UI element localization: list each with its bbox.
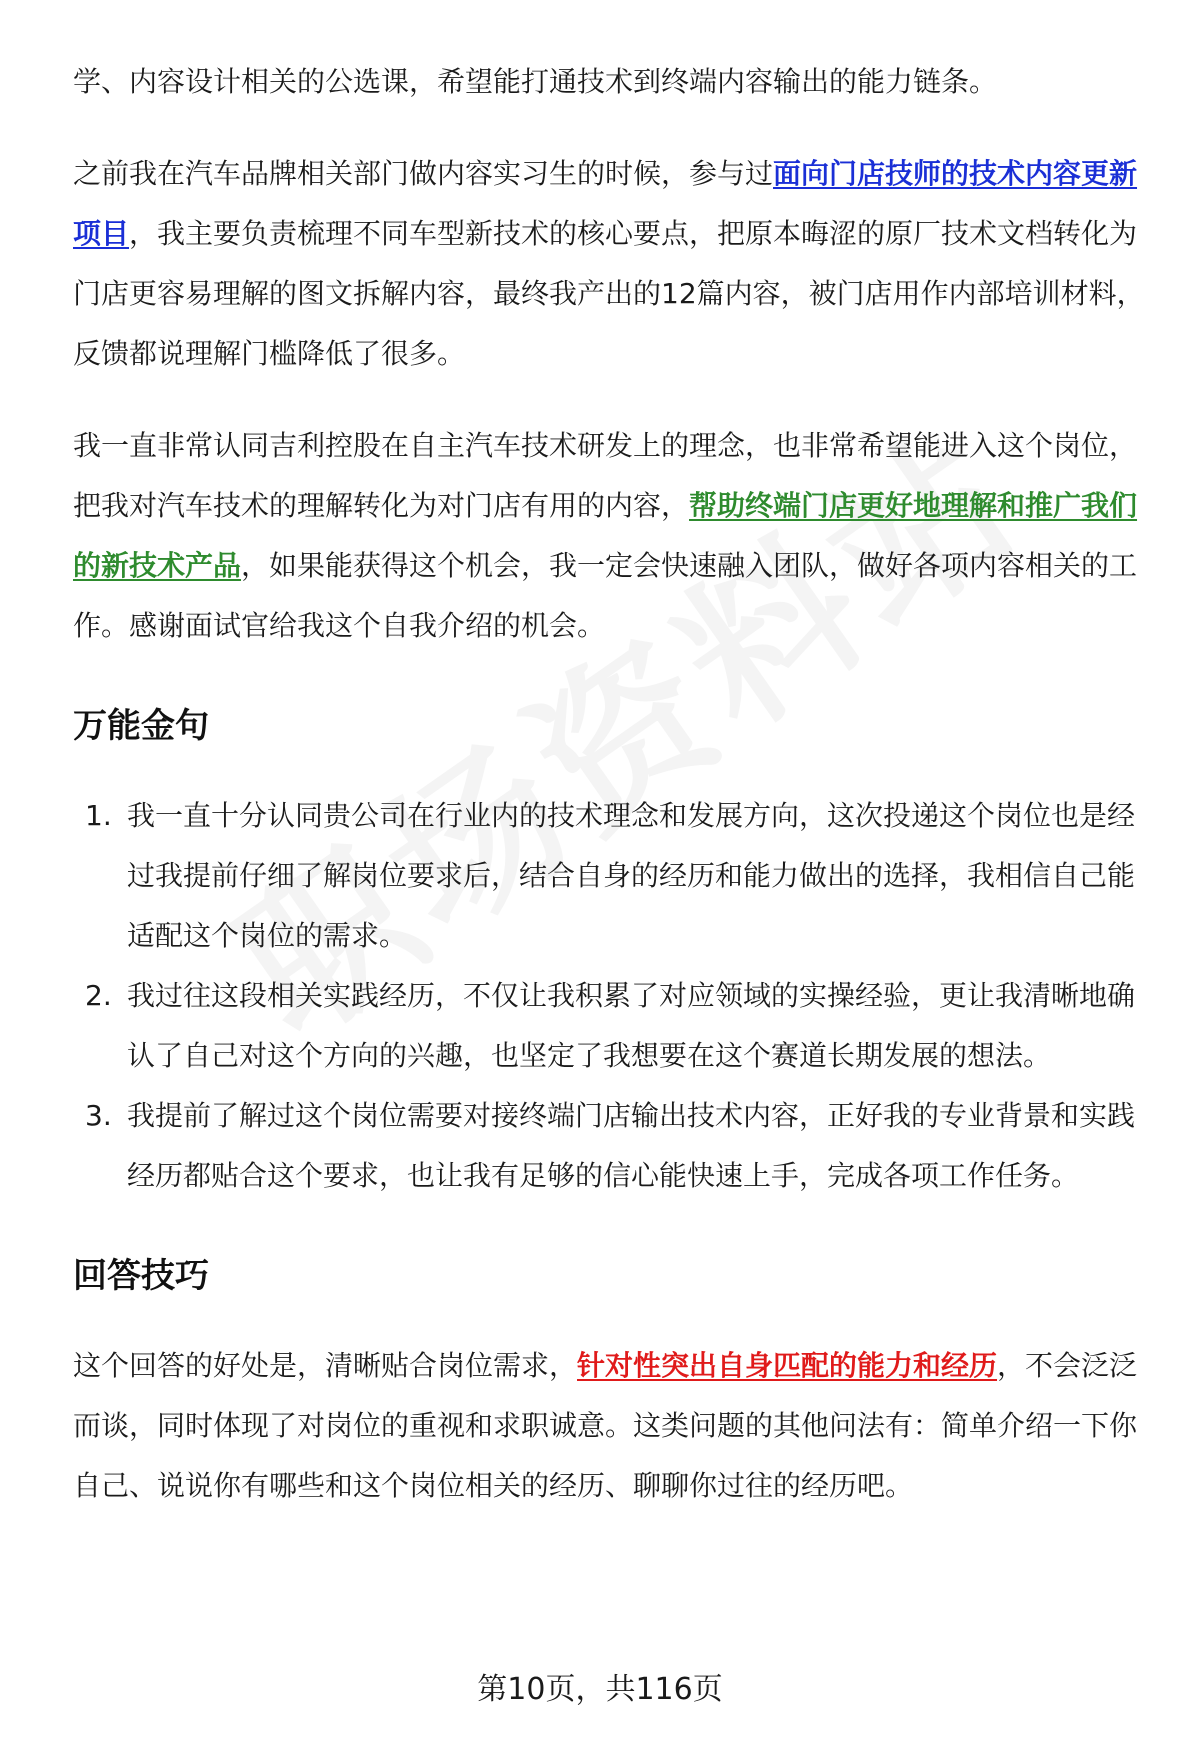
highlight-goal: 帮助终端门店更好地理解和推广我们的新技术产品 bbox=[73, 489, 1138, 582]
section-title-answer-tips: 回答技巧 bbox=[73, 1256, 209, 1296]
list-item bbox=[73, 966, 1153, 1086]
list-number: 3. bbox=[85, 1099, 112, 1132]
paragraph-internship bbox=[73, 144, 1153, 384]
paragraph-text: 之前我在汽车品牌相关部门做内容实习生的时候，参与过 bbox=[73, 157, 774, 190]
list-item bbox=[73, 786, 1153, 966]
paragraph-text: ，如果能获得这个机会，我一定会快速融入团队，做好各项内容相关的工作。感谢面试官给我这个自我介绍的机会。 bbox=[73, 549, 1138, 642]
golden-phrases-list bbox=[73, 786, 1153, 1206]
paragraph-text: 我一直非常认同吉利控股在自主汽车技术研发上的理念，也非常希望能进入这个岗位，把我对汽车技术的理解转化为对门店有用的内容， bbox=[73, 429, 1138, 522]
paragraph-motivation bbox=[73, 416, 1153, 656]
paragraph-tips bbox=[73, 1336, 1153, 1516]
highlight-project: 面向门店技师的技术内容更新项目 bbox=[73, 157, 1138, 250]
list-number: 2. bbox=[85, 979, 112, 1012]
list-item-text: 我提前了解过这个岗位需要对接终端门店输出技术内容，正好我的专业背景和实践经历都贴合这个要求，也让我有足够的信心能快速上手，完成各项工作任务。 bbox=[127, 1099, 1136, 1192]
list-item-text: 我过往这段相关实践经历，不仅让我积累了对应领域的实操经验，更让我清晰地确认了自己对这个方向的兴趣，也坚定了我想要在这个赛道长期发展的想法。 bbox=[127, 979, 1136, 1072]
paragraph-text: ，我主要负责梳理不同车型新技术的核心要点，把原本晦涩的原厂技术文档转化为门店更容易理解的图文拆解内容，最终我产出的12篇内容，被门店用作内部培训材料，反馈都说理解门槛降低了很多。 bbox=[73, 217, 1145, 370]
section-title-golden-phrases: 万能金句 bbox=[73, 706, 209, 746]
paragraph-text: 这个回答的好处是，清晰贴合岗位需求， bbox=[73, 1349, 578, 1382]
paragraph-intro-continued: 学、内容设计相关的公选课，希望能打通技术到终端内容输出的能力链条。 bbox=[73, 65, 998, 98]
page-number: 第10页，共116页 bbox=[477, 1672, 723, 1707]
paragraph-text: ，不会泛泛而谈，同时体现了对岗位的重视和求职诚意。这类问题的其他问法有：简单介绍一下你自己、说说你有哪些和这个岗位相关的经历、聊聊你过往的经历吧。 bbox=[73, 1349, 1138, 1502]
highlight-tip: 针对性突出自身匹配的能力和经历 bbox=[577, 1349, 998, 1382]
list-item bbox=[73, 1086, 1153, 1206]
list-number: 1. bbox=[85, 799, 112, 832]
document-body bbox=[73, 52, 1153, 1516]
list-item-text: 我一直十分认同贵公司在行业内的技术理念和发展方向，这次投递这个岗位也是经过我提前仔细了解岗位要求后，结合自身的经历和能力做出的选择，我相信自己能适配这个岗位的需求。 bbox=[127, 799, 1136, 952]
